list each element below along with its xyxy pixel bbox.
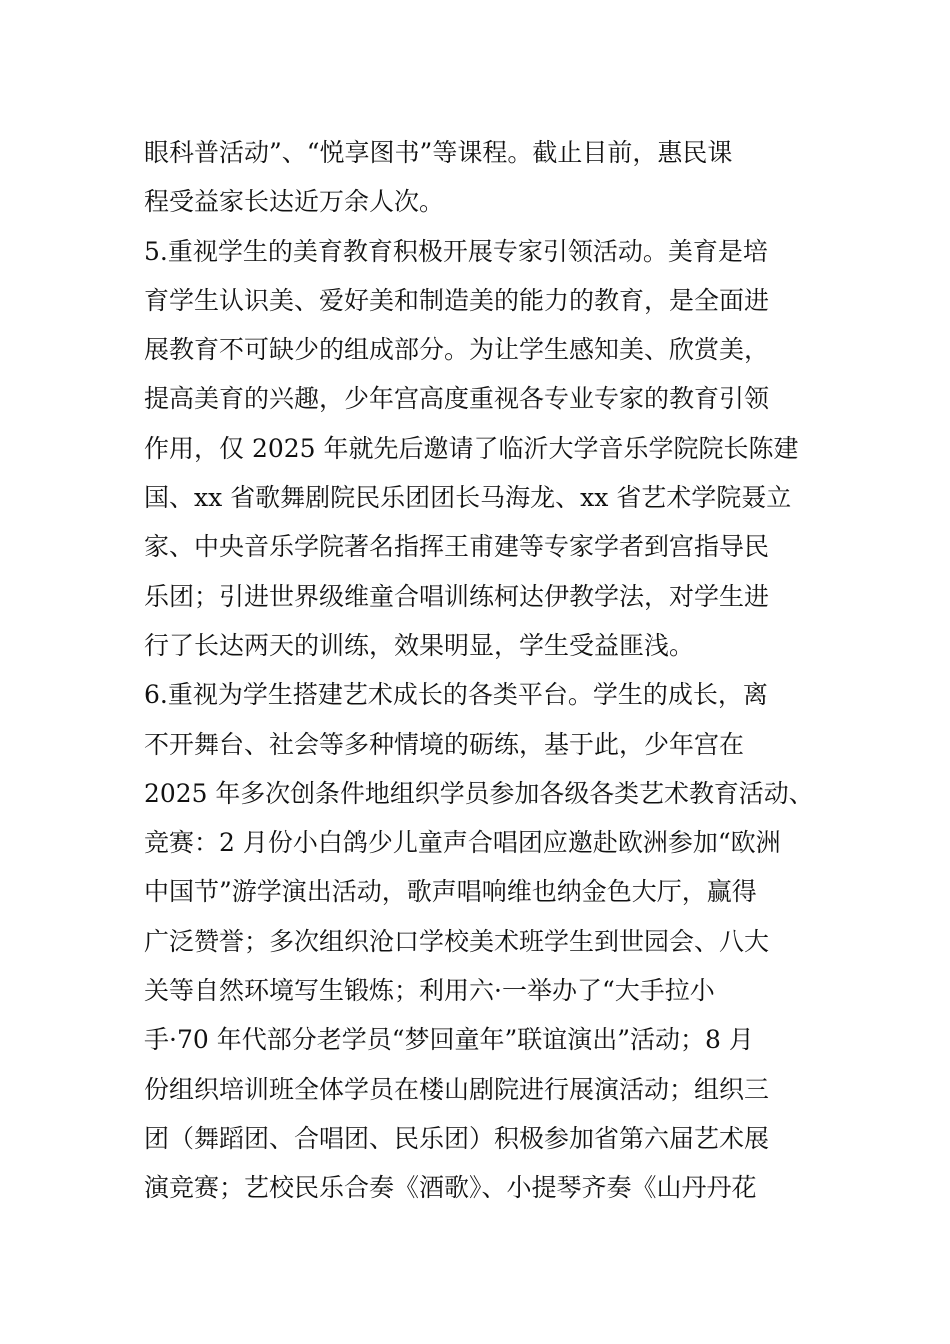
text-line: 2025 年多次创条件地组织学员参加各级各类艺术教育活动、: [144, 778, 814, 808]
text-line: 团（舞蹈团、合唱团、民乐团）积极参加省第六届艺术展: [144, 1123, 770, 1153]
text-line: 程受益家长达近万余人次。: [144, 187, 445, 217]
text-line: 不开舞台、社会等多种情境的砺练，基于此，少年宫在: [144, 729, 745, 759]
text-line: 演竞赛；艺校民乐合奏《酒歌》、小提琴齐奏《山丹丹花: [144, 1173, 757, 1203]
text-line: 提高美育的兴趣，少年宫高度重视各专业专家的教育引领: [144, 384, 770, 414]
text-line: 6.重视为学生搭建艺术成长的各类平台。学生的成长，离: [144, 680, 768, 710]
body-text: [144, 128, 814, 1213]
text-line: 广泛赞誉；多次组织沧口学校美术班学生到世园会、八大: [144, 926, 770, 956]
text-line: 5.重视学生的美育教育积极开展专家引领活动。美育是培: [144, 236, 768, 266]
text-line: 中国节”游学演出活动，歌声唱响维也纳金色大厅，赢得: [144, 877, 757, 907]
text-line: 育学生认识美、爱好美和制造美的能力的教育，是全面进: [144, 285, 770, 315]
text-line: 乐团；引进世界级维童合唱训练柯达伊教学法，对学生进: [144, 581, 770, 611]
text-line: 手·70 年代部分老学员“梦回童年”联谊演出”活动；8 月: [144, 1025, 754, 1055]
text-line: 家、中央音乐学院著名指挥王甫建等专家学者到宫指导民: [144, 532, 770, 562]
text-line: 展教育不可缺少的组成部分。为让学生感知美、欣赏美，: [144, 335, 770, 365]
text-line: 作用，仅 2025 年就先后邀请了临沂大学音乐学院院长陈建: [144, 433, 799, 463]
text-line: 份组织培训班全体学员在楼山剧院进行展演活动；组织三: [144, 1074, 770, 1104]
text-line: 国、xx 省歌舞剧院民乐团团长马海龙、xx 省艺术学院聂立: [144, 483, 792, 513]
text-line: 眼科普活动”、“悦享图书”等课程。截止目前，惠民课: [144, 138, 733, 167]
text-line: 行了长达两天的训练，效果明显，学生受益匪浅。: [144, 630, 695, 660]
text-line: 关等自然环境写生锻炼；利用六·一举办了“大手拉小: [144, 976, 715, 1006]
text-line: 竞赛：2 月份小白鸽少儿童声合唱团应邀赴欧洲参加“欧洲: [144, 828, 781, 858]
